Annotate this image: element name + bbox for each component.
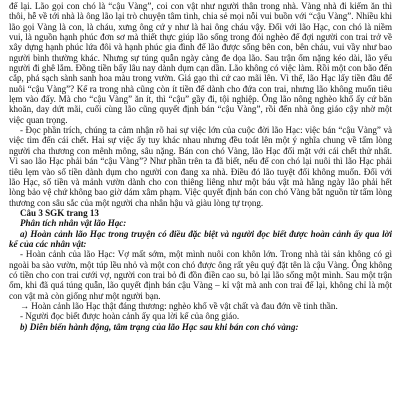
paragraph-lao-hac-and-dog: để lại. Lão gọi con chó là “cậu Vàng”, coi con vật như người thân trong nhà. Vàng nhà đi kiếm ăn thì thôi, hễ về tới nhà là ông lão lại trò chuyện tâm tình, chia sẻ mọi nỗi vui buồn với “cậu Vàng”. Nhiều khi lão gọi Vàng là con, là cháu, xưng ông cứ y như là hai ông cháu vậy. Đối với lão Hạc, con chó là niềm vui, là nguồn hạnh phúc đơn sơ mà thiết thực giúp lão sống trong đói nghèo để đợi người con trai trở về xây dựng hạnh phúc lứa đôi và hạnh phúc gia đình để lão được sống bên con, bên cháu, vui vầy như bao người bình thường khác. Nhưng sự túng quẫn ngày càng đe dọa lão. Sau trận ốm nặng kéo dài, lão yếu người đi ghê lắm. Đồng tiền bấy lâu nay dành dụm cạn dần. Lão không có việc làm. Rồi một con bão đến cắp, phá sạch sành sanh hoa màu trong vườn. Giá gạo thì cứ cao mãi lên. Vì thế, lão Hạc lấy tiền đâu để nuôi “cậu Vàng”? Kể ra trong nhà cũng còn ít tiền để dành cho đứa con trai, nhưng lão không muốn tiêu lẹm vào đấy. Mà cho “cậu Vàng” ăn ít, thì “cậu” gầy đi, tội nghiệp. Ông lão nông nghèo khổ ấy cứ băn khoăn, day dứt mãi, cuối cùng lão cũng quyết định bán “cậu Vàng”, rồi đến nhà ông giáo cậy nhờ một việc quan trọng. (9, 1, 392, 125)
sub-question-a: a) Hoàn cảnh lão Hạc trong truyện có điều đặc biệt và người đọc biết được hoàn cảnh ấy qua lời kể của các nhân vật: (9, 228, 392, 249)
paragraph-narrator: - Người đọc biết được hoàn cảnh ấy qua lời kể của ông giáo. (20, 311, 240, 322)
paragraph-conclusion: → Hoàn cảnh lão Hạc thật đáng thương: nghèo khổ về vật chất và đau đớn về tinh thần. (20, 300, 338, 311)
section-heading: Câu 3 SGK trang 13 (20, 207, 99, 218)
paragraph-two-events: - Đọc phần trích, chúng ta cảm nhận rõ hai sự việc lớn của cuộc đời lão Hạc: việc bán “cậu Vàng” và việc tìm đến cái chết. Hai sự việc ấy tuy khác nhau nhưng đều toát lên một ý nghĩa chung về tấm lòng người cha thương con mênh mông, sâu nặng. Bán con chó Vàng, lão Hạc đối mặt với cái chết thử nhất. Vì sao lão Hạc phải bán “cậu Vàng”? Như phần trên ta đã biết, nếu để con chó lại nuôi thì lão Hạc phải tiêu lẹm vào số tiền dành dụm cho người con đang xa nhà. Điều đó lão tuyệt đối không muốn. Đối với lão Hạc, số tiền và mảnh vườn dành cho con thiêng liêng như một báu vật mà hằng ngày lão phải hết lòng bảo vệ chứ không bao giờ dám xâm phạm. Việc quyết định bán con chó Vàng bắt nguồn từ tấm lòng thương con sâu sắc của một người cha nhân hậu và giàu lòng tự trọng. (9, 125, 392, 208)
paragraph-circumstances: - Hoàn cảnh của lão Hạc: Vợ mất sớm, một mình nuôi con khôn lớn. Trong nhà tài sản không có gì ngoài ba sào vườn, một túp lều nhỏ và một con chó được ông rất yêu quý đặt tên là cậu Vàng. Ông không có tiền cho con trai cưới vợ, người con trai bỏ đi đồn điền cao su, bỏ lại lão sống một mình. Sau một trận ốm, khi đã quá túng quẫn, lão quyết định bán cậu Vàng – kỉ vật mà anh con trai để lại, không chỉ là một con vật mà còn giống như một người bạn. (9, 249, 392, 301)
sub-question-b: b) Diễn biến hành động, tâm trạng của lão Hạc sau khi bán con chó vàng: (20, 321, 299, 332)
question-heading: Phân tích nhân vật lão Hạc: (20, 218, 127, 229)
